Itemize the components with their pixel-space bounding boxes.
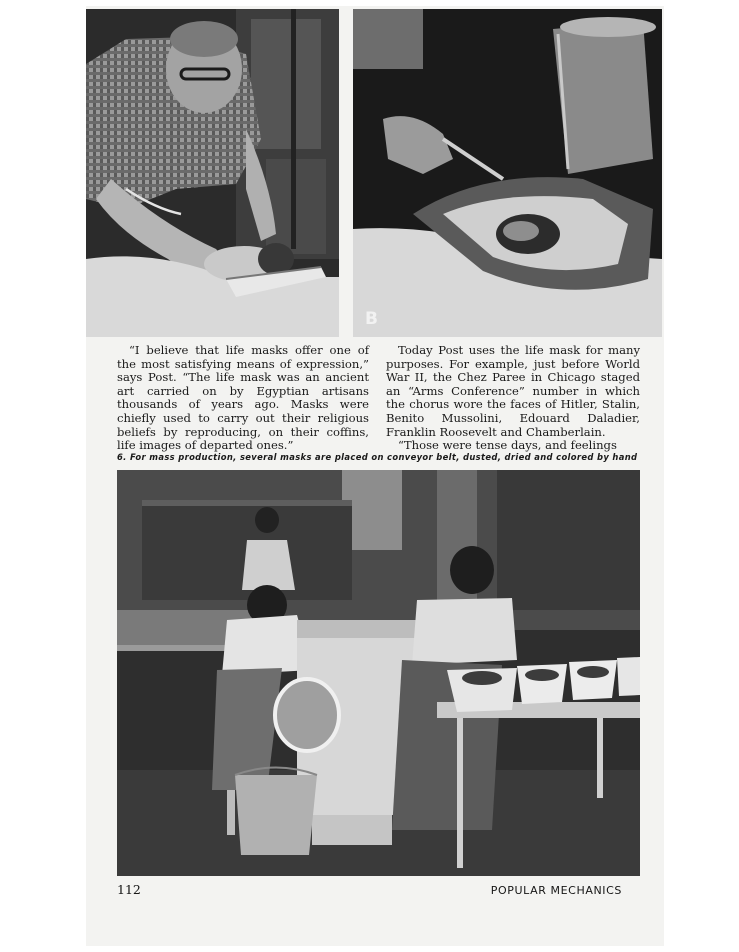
- photo-b-label: B: [365, 309, 378, 329]
- photo-a-image: [86, 9, 339, 337]
- article-paragraph: “I believe that life masks offer one of the most satisfying means of expression,” says Post. “The life mask was an ancient art carried on by Egyptian artisans thousands of years ago. Masks were chiefly used to carry out their religious beliefs by reproducing, on their coffins, life images of departed ones.”: [117, 343, 369, 453]
- photo-life-mask-application: [86, 9, 339, 337]
- article-right-column: [386, 344, 640, 453]
- photo-mass-production: [117, 470, 640, 876]
- figure-caption: 6. For mass production, several masks are placed on conveyor belt, dusted, dried and colored by hand: [117, 452, 638, 462]
- magazine-name: POPULAR MECHANICS: [490, 884, 622, 897]
- photo-mold-removal: [353, 9, 662, 337]
- article-left-column: [117, 344, 369, 453]
- photo-b-image: [353, 9, 662, 337]
- article-paragraph: Today Post uses the life mask for many purposes. For example, just before World War II, the Chez Paree in Chicago staged an “Arms Conference” number in which the chorus wore the faces of Hitler, Stalin, Benito Mussolini, Edouard Daladier, Franklin Roosevelt and Chamberlain.: [386, 343, 640, 439]
- page-number: 112: [117, 882, 141, 897]
- article-paragraph: “Those were tense days, and feelings: [398, 438, 617, 453]
- photo-6-image: [117, 470, 640, 876]
